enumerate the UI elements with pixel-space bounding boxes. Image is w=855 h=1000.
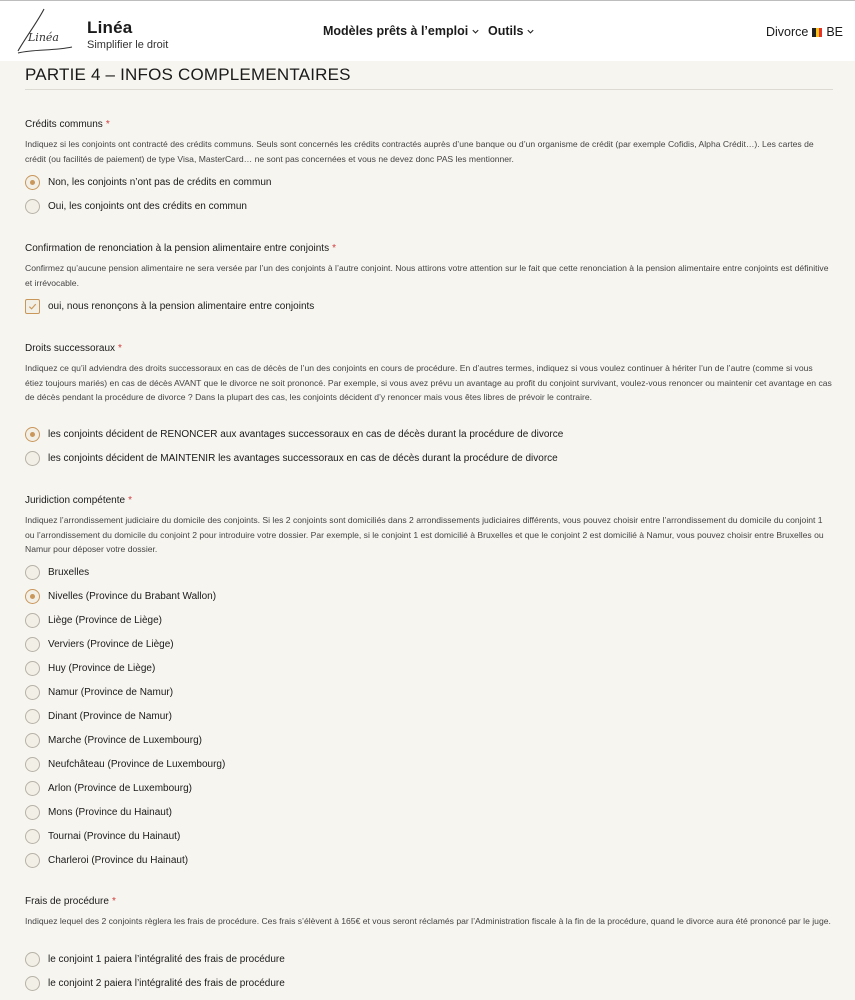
chevron-down-icon xyxy=(471,27,480,36)
radio-option[interactable] xyxy=(25,733,202,748)
radio-button[interactable] xyxy=(25,829,40,844)
radio-option[interactable] xyxy=(25,199,247,214)
checkbox-label: oui, nous renonçons à la pension alimentaire entre conjoints xyxy=(48,301,315,312)
radio-button[interactable] xyxy=(25,853,40,868)
question-label xyxy=(25,343,833,354)
radio-option[interactable] xyxy=(25,613,162,628)
required-marker: * xyxy=(118,343,122,354)
radio-option[interactable] xyxy=(25,952,285,967)
radio-option[interactable] xyxy=(25,427,563,442)
radio-option[interactable] xyxy=(25,829,180,844)
question-fees xyxy=(25,896,833,929)
question-label-text: Frais de procédure xyxy=(25,896,109,907)
radio-button[interactable] xyxy=(25,199,40,214)
question-label xyxy=(25,495,833,506)
radio-button[interactable] xyxy=(25,733,40,748)
radio-label: Dinant (Province de Namur) xyxy=(48,711,172,722)
radio-label: les conjoints décident de MAINTENIR les avantages successoraux en cas de décès durant la procédure de divorce xyxy=(48,453,558,464)
radio-button[interactable] xyxy=(25,757,40,772)
nav-tools-label: Outils xyxy=(488,24,524,38)
radio-button[interactable] xyxy=(25,685,40,700)
top-navbar xyxy=(0,0,855,61)
question-label-text: Droits successoraux xyxy=(25,343,116,354)
question-label xyxy=(25,896,833,907)
brand-name[interactable]: Linéa xyxy=(87,18,133,37)
question-label-text: Crédits communs xyxy=(25,119,103,130)
section-divider xyxy=(25,89,833,90)
radio-label: Nivelles (Province du Brabant Wallon) xyxy=(48,591,217,602)
radio-label: Tournai (Province du Hainaut) xyxy=(48,831,181,842)
radio-button[interactable] xyxy=(25,637,40,652)
question-help: Indiquez ce qu’il adviendra des droits successoraux en cas de décès de l’un des conjoints en cours de procédure. En d’autres termes, indiquez si vous voulez continuer à hériter l’un de l’autre (comme si vous étiez toujours mariés) en cas de décès AVANT que le divorce ne soit prononcé. Par exemple, si vous avez prévu un avantage au profit du conjoint survivant, voulez-vous renoncer ou maintenir cet avantage en cas de décès pendant la procédure de divorce ? Dans la plupart des cas, les conjoints décident d’y renoncer mais vous êtes libres de prévoir le contraire. xyxy=(25,363,832,402)
radio-label: les conjoints décident de RENONCER aux avantages successoraux en cas de décès durant la procédure de divorce xyxy=(48,429,564,440)
radio-option[interactable] xyxy=(25,709,172,724)
radio-button[interactable] xyxy=(25,709,40,724)
belgium-flag-icon xyxy=(812,28,822,37)
radio-option[interactable] xyxy=(25,853,188,868)
flag-stripe xyxy=(819,28,822,37)
question-credits xyxy=(25,119,833,166)
radio-option[interactable] xyxy=(25,685,173,700)
radio-label: Oui, les conjoints ont des crédits en commun xyxy=(48,201,247,212)
radio-label: Bruxelles xyxy=(48,567,90,578)
radio-option[interactable] xyxy=(25,976,285,991)
radio-button[interactable] xyxy=(25,781,40,796)
radio-button-checked[interactable] xyxy=(25,427,40,442)
nav-templates-menu[interactable] xyxy=(323,24,480,38)
radio-button[interactable] xyxy=(25,661,40,676)
question-label-text: Juridiction compétente xyxy=(25,495,126,506)
question-label xyxy=(25,119,833,130)
required-marker: * xyxy=(332,243,336,254)
question-help: Confirmez qu’aucune pension alimentaire ne sera versée par l’un des conjoints à l’autre conjoint. Nous attirons votre attention sur le fait que cette renonciation à la pension alimentaire entre conjoints est définitive et irrévocable. xyxy=(25,263,829,288)
radio-button[interactable] xyxy=(25,976,40,991)
radio-button-checked[interactable] xyxy=(25,175,40,190)
radio-label: Huy (Province de Liège) xyxy=(48,663,156,674)
question-label-text: Confirmation de renonciation à la pension alimentaire entre conjoints xyxy=(25,243,330,254)
radio-label: Neufchâteau (Province de Luxembourg) xyxy=(48,759,226,770)
radio-option[interactable] xyxy=(25,661,155,676)
svg-text:Linéa: Linéa xyxy=(28,31,59,44)
nav-tools-menu[interactable] xyxy=(488,24,535,38)
radio-label: Non, les conjoints n’ont pas de crédits en commun xyxy=(48,177,272,188)
section-title: PARTIE 4 – INFOS COMPLEMENTAIRES xyxy=(25,65,351,84)
brand-tagline: Simplifier le droit xyxy=(87,39,169,51)
nav-templates-label: Modèles prêts à l’emploi xyxy=(323,24,469,38)
radio-option[interactable] xyxy=(25,781,192,796)
country-selector[interactable] xyxy=(766,25,843,39)
radio-option[interactable] xyxy=(25,451,558,466)
radio-button[interactable] xyxy=(25,451,40,466)
question-help: Indiquez l’arrondissement judiciaire du domicile des conjoints. Si les 2 conjoints sont domiciliés dans 2 arrondissements judiciaires différents, vous pouvez choisir entre l’arrondissement du domicile du conjoint 1 ou l’arrondissement du domicile du conjoint 2 pour introduire votre dossier. Par exemple, si le conjoint 1 est domicilié à Bruxelles et que le conjoint 2 est domicilié à Namur, vous pouvez choisir entre Bruxelles ou Namur pour déposer votre dossier. xyxy=(25,515,824,554)
radio-label: Verviers (Province de Liège) xyxy=(48,639,174,650)
question-help: Indiquez lequel des 2 conjoints règlera les frais de procédure. Ces frais s’élèvent à 165€ et vous seront réclamés par l’Administration fiscale à la fin de la procédure, quand le divorce aura été prononcé par le juge. xyxy=(25,916,831,926)
radio-button[interactable] xyxy=(25,952,40,967)
radio-option[interactable] xyxy=(25,565,89,580)
radio-button[interactable] xyxy=(25,565,40,580)
checkbox-option[interactable] xyxy=(25,299,314,314)
radio-label: le conjoint 1 paiera l’intégralité des frais de procédure xyxy=(48,954,285,965)
radio-option[interactable] xyxy=(25,175,271,190)
radio-button[interactable] xyxy=(25,805,40,820)
chevron-down-icon xyxy=(526,27,535,36)
required-marker: * xyxy=(128,495,132,506)
radio-option[interactable] xyxy=(25,757,225,772)
question-help: Indiquez si les conjoints ont contracté des crédits communs. Seuls sont concernés les crédits contractés auprès d’une banque ou d’un organisme de crédit (par exemple Cofidis, Alpha Crédit…). Les cartes de crédit (ou facilités de paiement) de type Visa, MasterCard… ne sont pas concernées et vous ne devez donc PAS les mentionner. xyxy=(25,139,814,164)
checkbox-checked[interactable] xyxy=(25,299,40,314)
radio-label: Marche (Province de Luxembourg) xyxy=(48,735,202,746)
question-pension xyxy=(25,243,833,290)
checkmark-icon xyxy=(28,302,37,311)
country-code: BE xyxy=(826,25,843,39)
radio-button[interactable] xyxy=(25,613,40,628)
required-marker: * xyxy=(105,119,110,130)
radio-button-checked[interactable] xyxy=(25,589,40,604)
radio-label: Mons (Province du Hainaut) xyxy=(48,807,172,818)
question-jurisdiction xyxy=(25,495,833,557)
radio-label: Arlon (Province de Luxembourg) xyxy=(48,783,192,794)
radio-option[interactable] xyxy=(25,589,216,604)
divorce-label: Divorce xyxy=(765,25,809,39)
radio-label: Liège (Province de Liège) xyxy=(48,615,162,626)
radio-option[interactable] xyxy=(25,805,172,820)
radio-option[interactable] xyxy=(25,637,174,652)
question-label xyxy=(25,243,833,254)
radio-label: Namur (Province de Namur) xyxy=(48,687,174,698)
required-marker: * xyxy=(111,896,116,907)
linea-logo[interactable] xyxy=(14,7,76,57)
radio-label: le conjoint 2 paiera l’intégralité des frais de procédure xyxy=(48,978,285,989)
radio-label: Charleroi (Province du Hainaut) xyxy=(48,855,189,866)
question-succession xyxy=(25,343,833,405)
